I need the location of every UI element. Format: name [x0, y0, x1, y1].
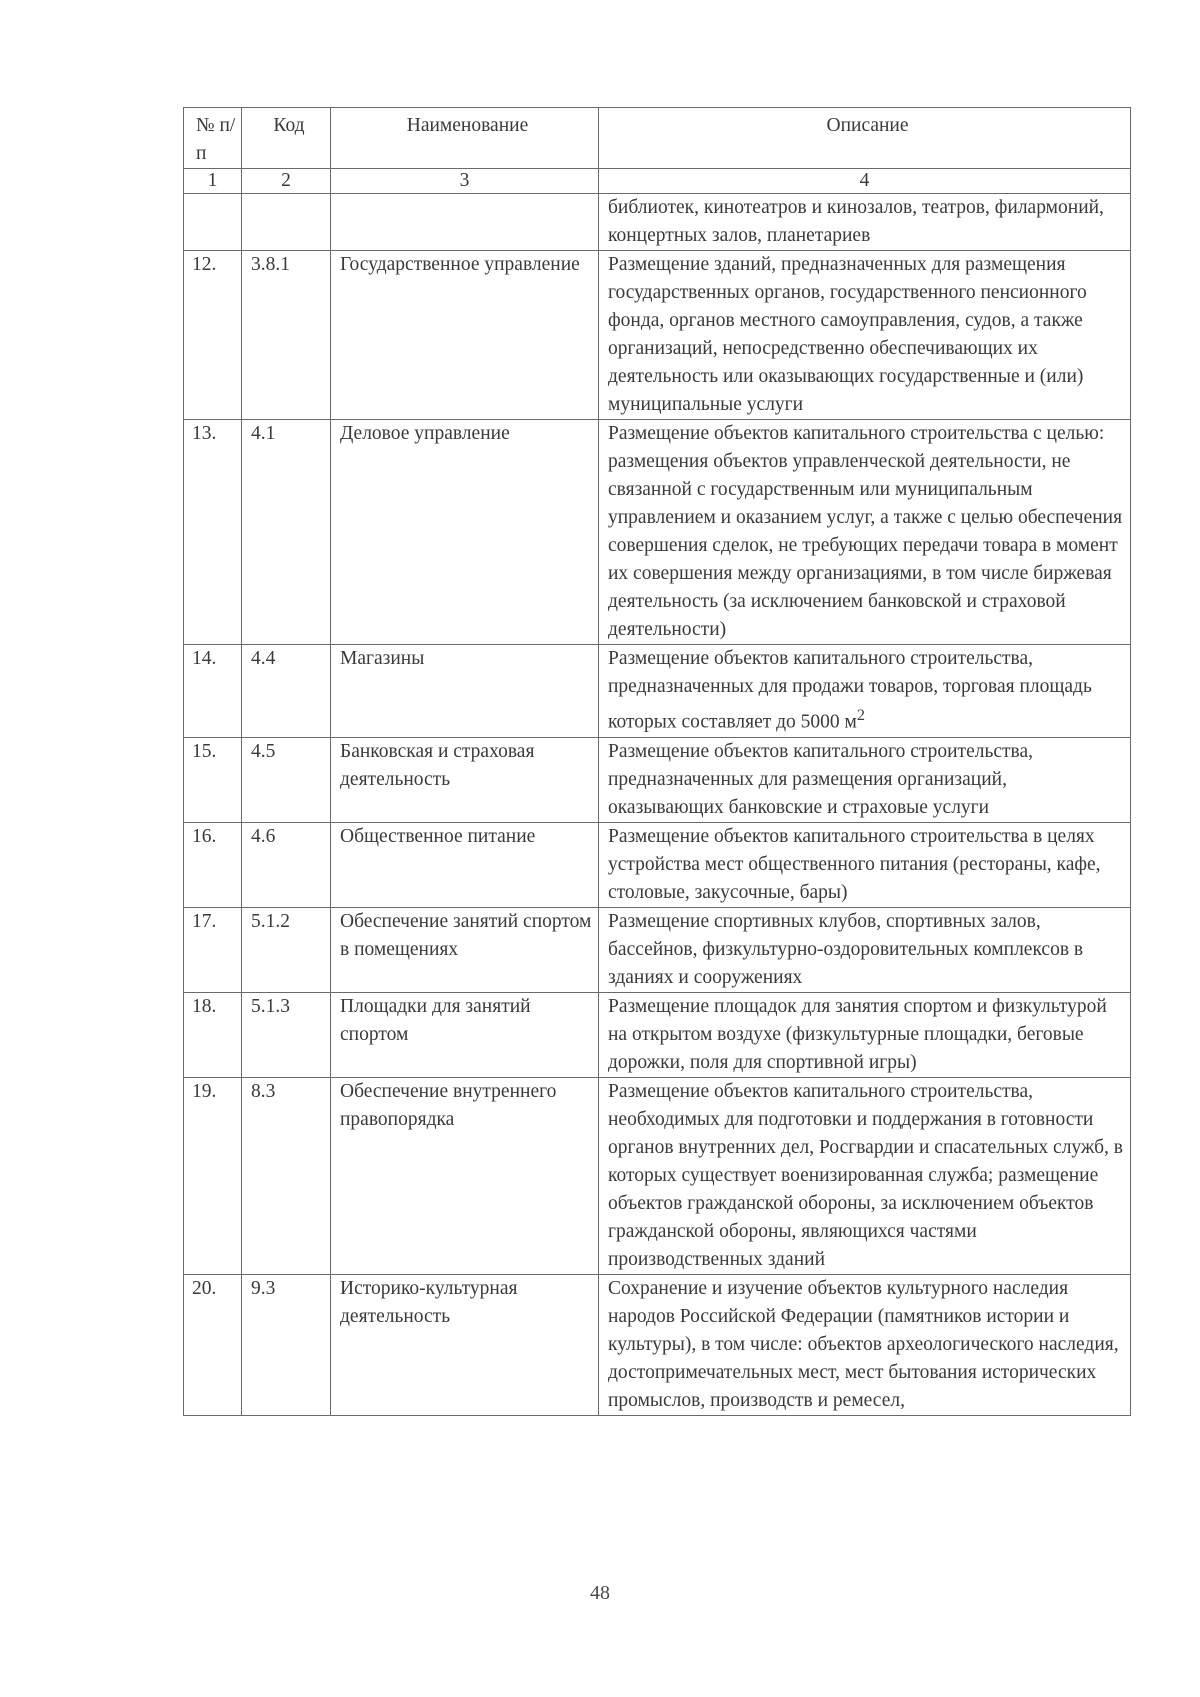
row-name — [331, 194, 599, 251]
row-number: 13. — [184, 420, 242, 645]
table-row — [184, 194, 1131, 251]
row-code: 8.3 — [242, 1077, 331, 1274]
row-description-cell — [599, 645, 1131, 738]
column-number-row — [184, 169, 1131, 194]
row-code: 3.8.1 — [242, 251, 331, 420]
page-number: 48 — [590, 1582, 610, 1604]
row-number: 15. — [184, 737, 242, 822]
row-name: Общественное питание — [331, 822, 599, 907]
table-row — [184, 420, 1131, 645]
row-description: Сохранение и изучение объектов культурного наследия народов Российской Федерации (памятников истории и культуры), в том числе: объектов археологического наследия, достопримечательных мест, мест бытования исторических промыслов, производств и ремесел, — [599, 1274, 1131, 1415]
row-description: библиотек, кинотеатров и кинозалов, театров, филармоний, концертных залов, планетариев — [599, 194, 1131, 251]
row-name: Историко-культурная деятельность — [331, 1274, 599, 1415]
land-use-table — [183, 107, 1131, 1416]
header-code: Код — [242, 108, 331, 169]
row-description: Размещение спортивных клубов, спортивных залов, бассейнов, физкультурно-оздоровительных комплексов в зданиях и сооружениях — [599, 907, 1131, 992]
row-code: 4.6 — [242, 822, 331, 907]
header-row — [184, 108, 1131, 169]
row-description: Размещение объектов капитального строительства, необходимых для подготовки и поддержания в готовности органов внутренних дел, Росгвардии и спасательных служб, в которых существует военизированная служба; размещение объектов гражданской обороны, за исключением объектов гражданской обороны, являющихся частями производственных зданий — [599, 1077, 1131, 1274]
row-number: 19. — [184, 1077, 242, 1274]
row-code: 5.1.2 — [242, 907, 331, 992]
row-code: 4.1 — [242, 420, 331, 645]
table-row — [184, 645, 1131, 738]
row-description: Размещение объектов капитального строительства в целях устройства мест общественного питания (рестораны, кафе, столовые, закусочные, бары) — [599, 822, 1131, 907]
row-number: 17. — [184, 907, 242, 992]
table-row — [184, 1077, 1131, 1274]
table-row — [184, 1274, 1131, 1415]
row-description: Размещение зданий, предназначенных для размещения государственных органов, государственного пенсионного фонда, органов местного самоуправления, судов, а также организаций, непосредственно обеспечивающих их деятельность или оказывающих государственные и (или) муниципальные услуги — [599, 251, 1131, 420]
row-name: Банковская и страховая деятельность — [331, 737, 599, 822]
column-number: 2 — [242, 169, 331, 194]
row-number: 18. — [184, 992, 242, 1077]
header-name: Наименование — [331, 108, 599, 169]
row-description: Размещение объектов капитального строительства с целью: размещения объектов управленческой деятельности, не связанной с государственным или муниципальным управлением и оказанием услуг, а также с целью обеспечения совершения сделок, не требующих передачи товара в момент их совершения между организациями, в том числе биржевая деятельность (за исключением банковской и страховой деятельности) — [599, 420, 1131, 645]
row-description: Размещение объектов капитального строительства, предназначенных для продажи товаров, торговая площадь которых составляет до 5000 м — [608, 648, 1092, 733]
row-code: 9.3 — [242, 1274, 331, 1415]
table-row — [184, 822, 1131, 907]
row-name: Площадки для занятий спортом — [331, 992, 599, 1077]
header-description: Описание — [599, 108, 1131, 169]
table-row — [184, 737, 1131, 822]
row-number: 14. — [184, 645, 242, 738]
row-description: Размещение площадок для занятия спортом и физкультурой на открытом воздухе (физкультурные площадки, беговые дорожки, поля для спортивной игры) — [599, 992, 1131, 1077]
row-name: Обеспечение внутреннего правопорядка — [331, 1077, 599, 1274]
table-row — [184, 251, 1131, 420]
table-row — [184, 907, 1131, 992]
row-name: Деловое управление — [331, 420, 599, 645]
table-header — [184, 108, 1131, 194]
row-code: 4.5 — [242, 737, 331, 822]
row-number: 20. — [184, 1274, 242, 1415]
row-name: Государственное управление — [331, 251, 599, 420]
row-description: Размещение объектов капитального строительства, предназначенных для размещения организаций, оказывающих банковские и страховые услуги — [599, 737, 1131, 822]
row-number — [184, 194, 242, 251]
row-code: 4.4 — [242, 645, 331, 738]
column-number: 4 — [599, 169, 1131, 194]
header-number: № п/п — [184, 108, 242, 169]
column-number: 1 — [184, 169, 242, 194]
area-unit-superscript: 2 — [856, 706, 866, 724]
table-row — [184, 992, 1131, 1077]
row-code: 5.1.3 — [242, 992, 331, 1077]
table-body — [184, 194, 1131, 1416]
column-number: 3 — [331, 169, 599, 194]
row-name: Магазины — [331, 645, 599, 738]
row-name: Обеспечение занятий спортом в помещениях — [331, 907, 599, 992]
row-number: 12. — [184, 251, 242, 420]
row-number: 16. — [184, 822, 242, 907]
row-code — [242, 194, 331, 251]
